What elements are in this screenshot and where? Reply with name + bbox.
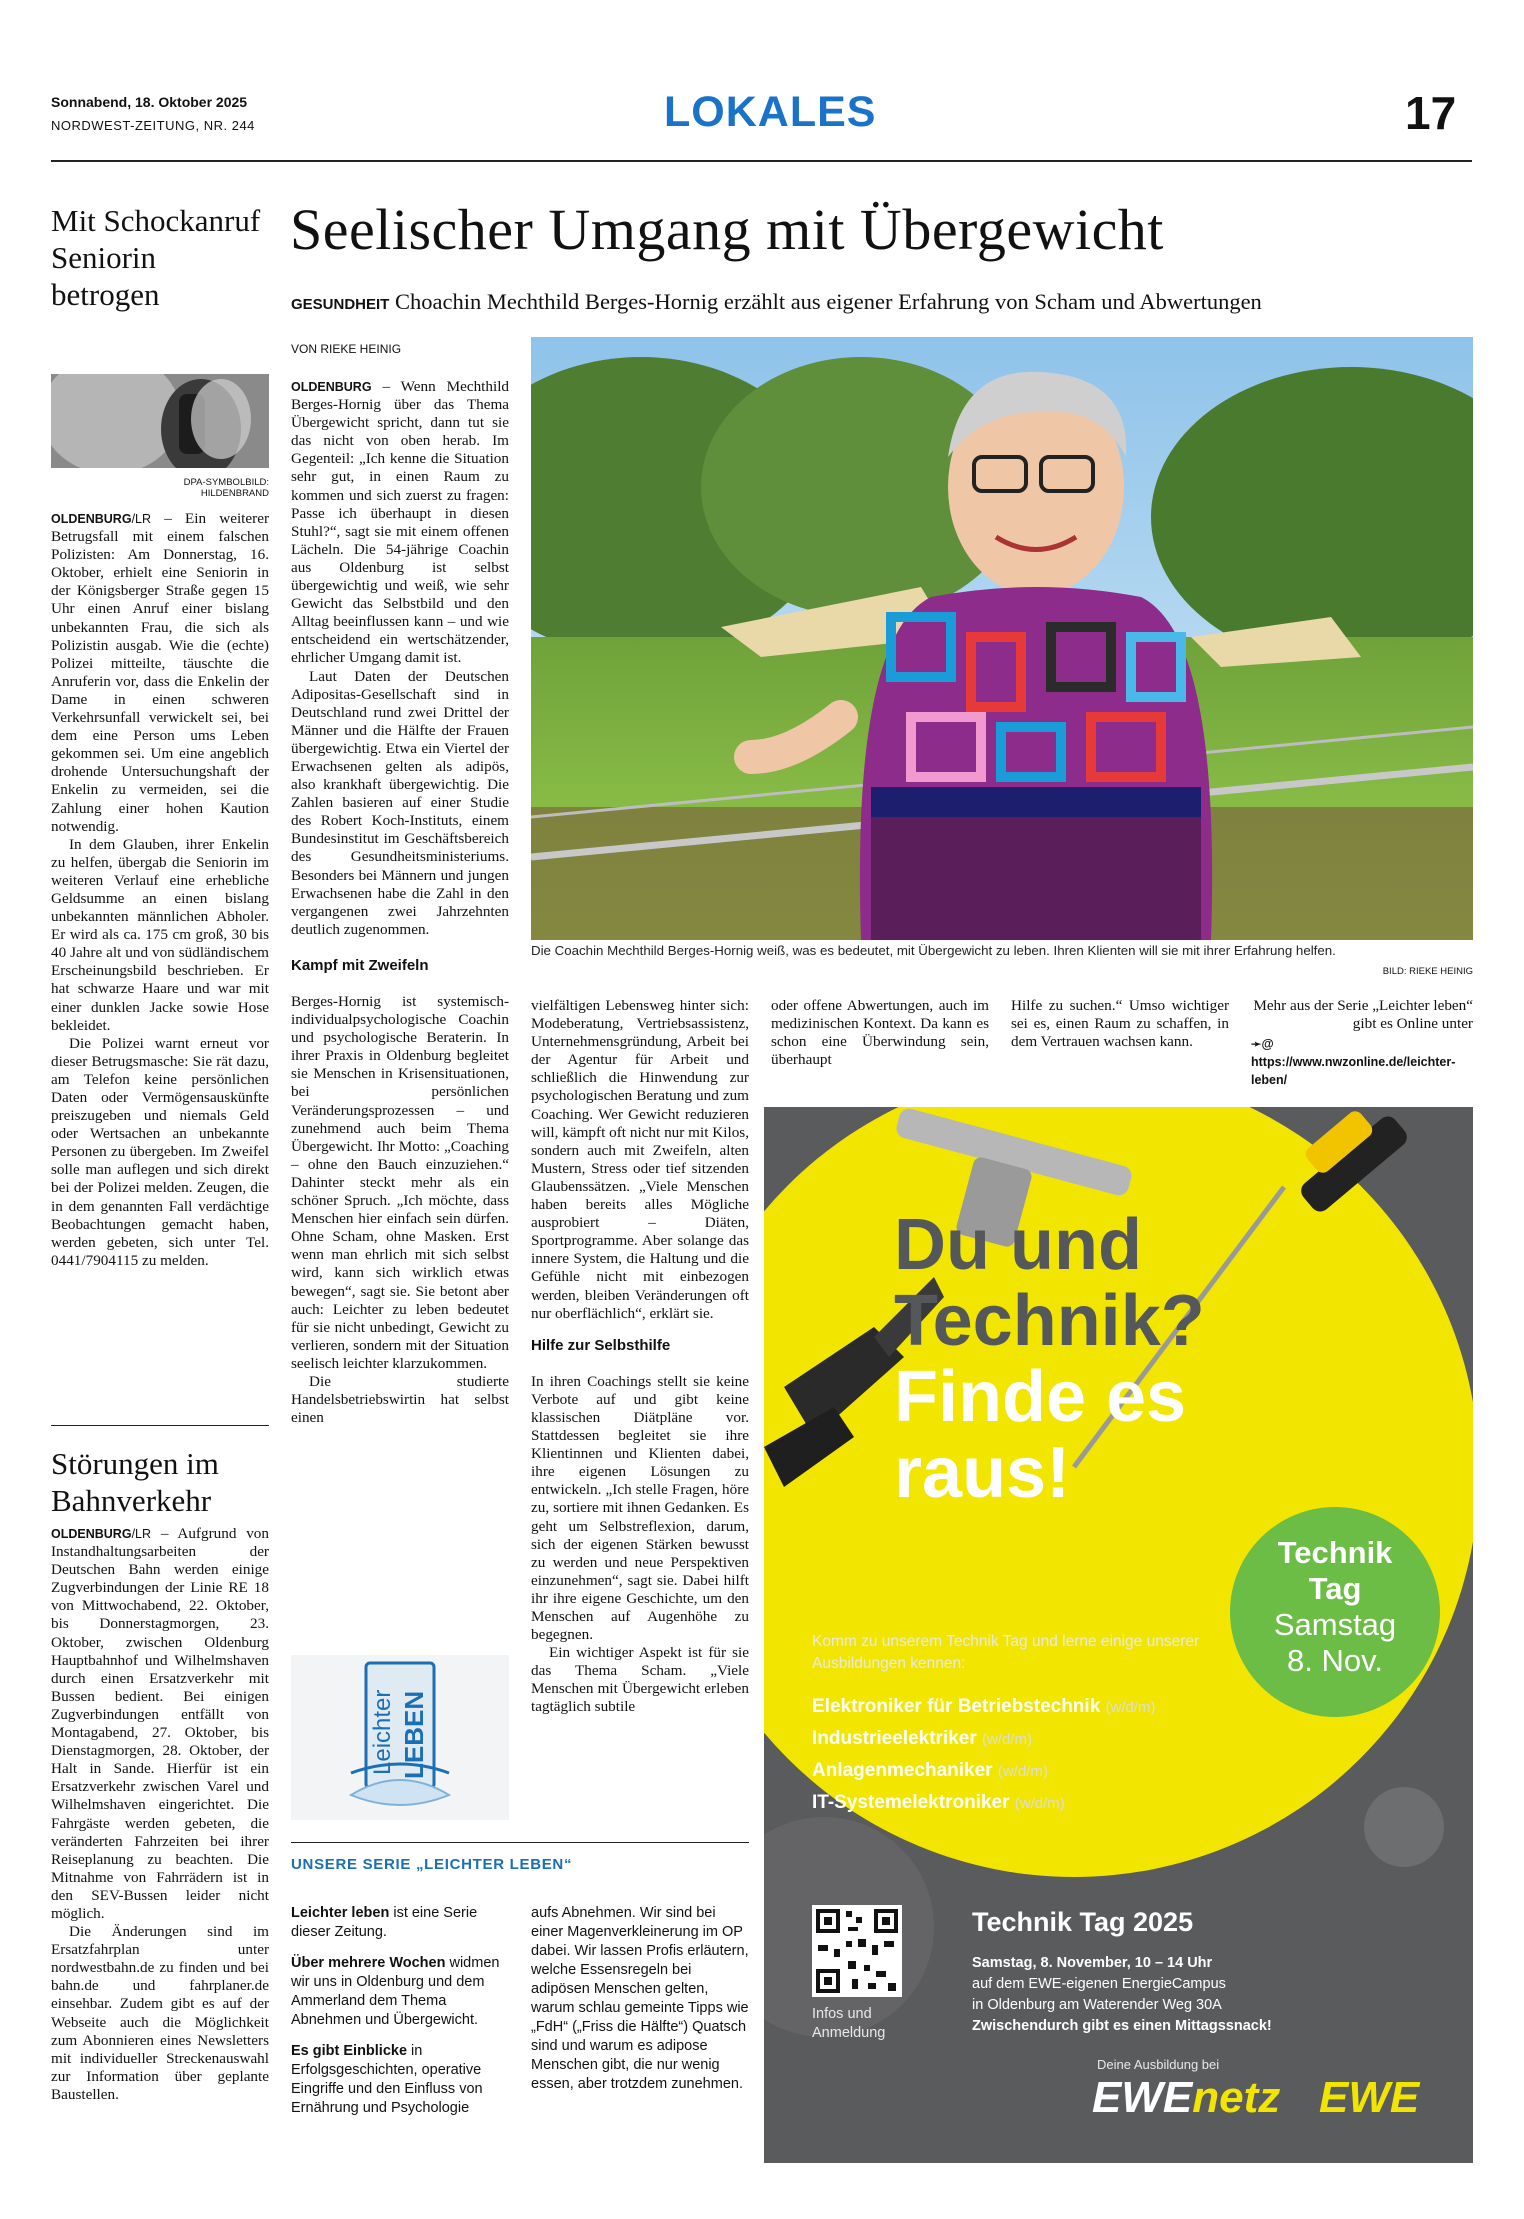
main-col3: oder offene Abwertungen, auch im medizinischen Kontext. Da kann es schon eine Überwindung sein, überhaupt bbox=[771, 997, 989, 1069]
issue-date: Sonnabend, 18. Oktober 2025 bbox=[51, 94, 248, 110]
article1-body: OLDENBURG/LR – Ein weiterer Betrugsfall mit einem falschen Polizisten: Am Donnerstag, 16. Oktober, erhielt eine Seniorin in der Königsberger Straße gegen 15 Uhr einen Anruf einer bislang unbekannten Frau, die sich als Polizistin ausgab. Wie die (echte) Polizei mitteilte, täuschte die Anruferin vor, dass die Enkelin der Dame in einen schweren Verkehrsunfall verwickelt sei, bei dem eine Person ums Leben gekommen sei. Um eine angeblich drohende Untersuchungshaft der Enkelin zu vermeiden, sei die Zahlung einer hohen Kaution notwendig. In dem Glauben, ihrer Enkelin zu helfen, übergab die Seniorin im weiteren Verlauf eine erhebliche Geldsumme an einen bislang unbekannten männlichen Abholer. Er wird als ca. 175 cm groß, 30 bis 40 Jahre alt und von südländischem Erscheinungsbild beschrieben. Er hat schwarze Haare und war mit einer dunklen Jacke sowie Hose bekleidet. Die Polizei warnt erneut vor dieser Betrugsmasche: Sie rät dazu, am Telefon keine persönlichen Daten oder Vermögensauskünfte preiszugeben und niemals Geld oder Wertsachen an unbekannte Personen zu übergeben. Im Zweifel solle man auflegen und sich direkt bei der Polizei melden. Zeugen, die in dem genannten Fall verdächtige Beobachtungen gemacht haben, werden gebeten, sich unter Tel. 0441/7904115 zu melden. bbox=[51, 510, 269, 1269]
section-title: LOKALES bbox=[664, 88, 877, 136]
series-logo bbox=[291, 1655, 509, 1820]
phone-hand-image bbox=[51, 374, 269, 468]
series-box-col1: Leichter leben ist eine Serie dieser Zeitung. Über mehrere Wochen widmen wir uns in Oldenburg und dem Ammerland dem Thema Abnehmen und Übergewicht. Es gibt Einblicke in Erfolgsgeschichten, operative Eingriffe und den Einfluss von Ernährung und Psychologie bbox=[291, 1905, 500, 2116]
main-photo-credit: BILD: RIEKE HEINIG bbox=[1382, 966, 1473, 977]
ad-job-4: IT-Systemelektroniker (w/d/m) bbox=[812, 1792, 1065, 1813]
paper-name: NORDWEST-ZEITUNG, NR. 244 bbox=[51, 118, 255, 133]
series-box-col2: aufs Abnehmen. Wir sind bei einer Magenverkleinerung im OP dabei. Wir lassen Profis erläutern, welche Essensregeln bei adipösen Menschen gelten, warum schlau gemeinte Tipps wie „FdH“ („Friss die Hälfte“) Quatsch sind und warum es adipose Menschen gibt, die nur wenig essen, aber trotzdem zunehmen. bbox=[531, 1905, 749, 2092]
series-box-top-rule bbox=[291, 1842, 749, 1843]
article1-photo bbox=[51, 374, 269, 468]
logo-line1: Leichter bbox=[369, 1689, 396, 1775]
qr-code-image bbox=[812, 1905, 902, 1997]
masthead-rule bbox=[51, 160, 1472, 162]
main-location: OLDENBURG bbox=[291, 380, 372, 394]
ad-event-details: Samstag, 8. November, 10 – 14 Uhr auf dem EWE-eigenen EnergieCampus in Oldenburg am Waterender Weg 30A Zwischendurch gibt es einen Mittagssnack! bbox=[972, 1955, 1272, 2034]
logo-line2: LEBEN bbox=[399, 1690, 429, 1779]
ad-headline: Du und Technik? Finde es raus! bbox=[894, 1205, 1205, 1513]
main-col1: OLDENBURG – Wenn Mechthild Berges-Hornig über das Thema Übergewicht spricht, dann tut sie das nicht von oben herab. Im Gegenteil: „Ich kenne die Situation sehr gut, in einen Raum zu kommen und sich zuerst zu fragen: Passe ich überhaupt in diesen Stuhl?“, sagt sie mit einem offenen Lächeln. Die 54-jährige Coachin aus Oldenburg ist selbst übergewichtig und weiß, wie sehr Gewicht das Selbstbild und den Alltag beeinflussen kann – und wie entscheidend ein wertschätzender, ehrlicher Umgang damit ist. Laut Daten der Deutschen Adipositas-Gesellschaft sind in Deutschland rund zwei Drittel der Männer und die Hälfte der Frauen übergewichtig. Etwa ein Viertel der Erwachsenen gelten als adipös, also krankhaft übergewichtig. Die Zahlen basieren auf einer Studie des Robert Koch-Instituts, einem Bundesinstitut im Geschäftsbereich des Gesundheitsministeriums. Besonders bei Männern und jungen Erwachsenen habe die Zahl in den vergangenen zwei Jahrzehnten deutlich zugenommen. Kampf mit Zweifeln Berges-Hornig ist systemisch-individualpsychologische Coachin und psychologische Beraterin. In ihrer Praxis in Oldenburg begleitet sie Menschen in Krisensituationen, bei persönlichen Veränderungsprozessen – und zunehmend auch beim Thema Übergewicht. Ihr Motto: „Coaching – ohne den Bauch einzuziehen.“ Dahinter steckt mehr als ein schöner Spruch. „Ich möchte, dass Menschen hier einfach sein dürfen. Ohne Scham, ohne Masken. Erst wenn man ehrlich mit sich selbst wird, kann sich wirklich etwas bewegen“, sagt sie. Sie betont aber auch: Leichter zu leben bedeutet für sie nicht unbedingt, Gewicht zu verlieren, sondern mit der Situation seelisch leichter klarzukommen. Die studierte Handelsbetriebswirtin hat selbst einen bbox=[291, 378, 510, 1427]
main-subhead-2: Hilfe zur Selbsthilfe bbox=[531, 1336, 671, 1354]
arrow-at-icon: ➛@ bbox=[1251, 1037, 1274, 1052]
article1-headline: Mit Schockanruf Seniorin betrogen bbox=[51, 203, 261, 312]
ewe-logo: EWE bbox=[1319, 2073, 1420, 2122]
ad-event-title: Technik Tag 2025 bbox=[972, 1907, 1194, 1937]
main-kicker: GESUNDHEIT bbox=[291, 296, 390, 313]
series-link[interactable]: ➛@ https://www.nwzonline.de/leichter-leben/ bbox=[1251, 1037, 1456, 1088]
main-headline: Seelischer Umgang mit Übergewicht bbox=[290, 197, 1164, 262]
ewe-netz-logo: EWEnetz bbox=[1092, 2073, 1281, 2122]
ewe-advertisement[interactable] bbox=[764, 1107, 1473, 2163]
main-col5: Mehr aus der Serie „Leichter leben“ gibt es Online unter ➛@ https://www.nwzonline.de/leichter-leben/ bbox=[1251, 997, 1473, 1089]
coach-portrait-image bbox=[531, 337, 1473, 940]
ad-brand-tagline: Deine Ausbildung bei bbox=[1097, 2057, 1220, 2072]
article1-location: OLDENBURG bbox=[51, 512, 132, 526]
main-col2: vielfältigen Lebensweg hinter sich: Modeberatung, Vertriebsassistenz, Unternehmensgründung, Arbeit bei der Agentur für Arbeit und schließlich die Hinwendung zur psychologischen Beratung und zum Coaching. Wer Gewicht reduzieren will, kämpft oft nicht nur mit Kilos, sondern auch mit Zweifeln, alten Mustern, Stress oder tief sitzenden Glaubenssätzen. „Viele Menschen haben bereits alles Mögliche ausprobiert – Diäten, Sportprogramme. Aber solange das innere System, die Haltung und die Gefühle nicht mit einbezogen werden, bleiben Veränderungen oft nur oberflächlich“, erklärt sie. Hilfe zur Selbsthilfe In ihren Coachings stellt sie keine Verbote auf und gibt keine klassischen Diätpläne vor. Stattdessen begleitet sie ihre Klientinnen und Klienten dabei, ihre eigenen Lösungen zu entwickeln. „Ich stelle Fragen, höre zu, sortiere mit ihnen Gedanken. Es geht um Selbstreflexion, darum, sich der eigenen Stärken bewusst zu werden und neue Perspektiven einzunehmen“, sagt sie. Dabei hilft ihr ihre eigene Geschichte, um den Menschen auf Augenhöhe zu begegnen. Ein wichtiger Aspekt ist für sie das Thema Scham. „Viele Menschen mit Übergewicht erleben tagtäglich subtile bbox=[531, 997, 749, 1716]
page-number: 17 bbox=[1405, 87, 1457, 139]
left-divider bbox=[51, 1425, 269, 1426]
ad-job-3: Anlagenmechaniker (w/d/m) bbox=[812, 1760, 1048, 1781]
article1-photo-credit: DPA-SYMBOLBILD: HILDENBRAND bbox=[183, 477, 269, 499]
series-box-title: UNSERE SERIE „LEICHTER LEBEN“ bbox=[291, 1856, 573, 1873]
main-subheadline: GESUNDHEIT Choachin Mechthild Berges-Hornig erzählt aus eigener Erfahrung von Scham und Abwertungen bbox=[291, 289, 1262, 314]
main-photo-caption: Die Coachin Mechthild Berges-Hornig weiß, was es bedeutet, mit Übergewicht zu leben. Ihren Klienten will sie mit ihrer Erfahrung helfen. bbox=[531, 943, 1336, 958]
article2-headline: Störungen im Bahnverkehr bbox=[51, 1446, 219, 1518]
main-byline: VON RIEKE HEINIG bbox=[291, 342, 402, 356]
main-col4: Hilfe zu suchen.“ Umso wichtiger sei es, einen Raum zu schaffen, in dem Vertrauen wachsen kann. bbox=[1011, 997, 1229, 1051]
article2-location: OLDENBURG bbox=[51, 1527, 132, 1541]
ad-jobs-list bbox=[812, 1691, 1462, 1819]
qr-code[interactable] bbox=[812, 1905, 902, 1997]
technik-tag-badge: Technik Tag Samstag 8. Nov. bbox=[1230, 1507, 1440, 1717]
ad-job-2: Industrieelektriker (w/d/m) bbox=[812, 1728, 1033, 1749]
qr-caption: Infos und Anmeldung bbox=[812, 2006, 886, 2041]
article2-body: OLDENBURG/LR – Aufgrund von Instandhaltungsarbeiten der Deutschen Bahn werden einige Zugverbindungen der Linie RE 18 von Mittwochabend, 22. Oktober, bis Donnerstagmorgen, 23. Oktober, zwischen Oldenburg Hauptbahnhof und Wilhelmshaven durch einen Ersatzverkehr mit Bussen bedient. Bei einigen Zugverbindungen entfällt von Montagabend, 27. Oktober, bis Dienstagmorgen, 28. Oktober, der Halt in Sande. Hierfür ist ein Ersatzverkehr zwischen Varel und Wilhelmshaven eingerichtet. Die Fahrgäste werden gebeten, die veränderten Fahrzeiten bei ihrer Reiseplanung zu beachten. Die Mitnahme von Fahrrädern ist in den SEV-Bussen leider nicht möglich. Die Änderungen sind im Ersatzfahrplan unter nordwestbahn.de zu finden und bei bahn.de und fahrplaner.de einsehbar. Zudem gibt es auf der Webseite auch die Möglichkeit zum Abonnieren eines Newsletters mit individueller Streckenauswahl zur Information über geplante Baustellen. bbox=[51, 1525, 269, 2103]
ad-job-1: Elektroniker für Betriebstechnik (w/d/m) bbox=[812, 1696, 1156, 1717]
ad-intro: Komm zu unserem Technik Tag und lerne einige unserer Ausbildungen kennen: bbox=[812, 1633, 1200, 1672]
main-subhead-1: Kampf mit Zweifeln bbox=[291, 956, 429, 974]
main-photo bbox=[531, 337, 1473, 940]
